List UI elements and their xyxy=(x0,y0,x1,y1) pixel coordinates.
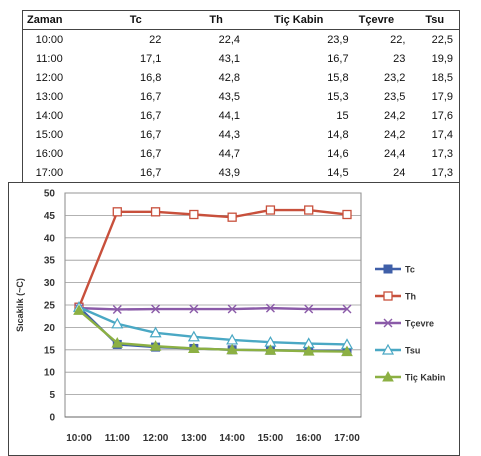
column-header-tsu: Tsu xyxy=(411,11,459,30)
table-cell-th: 44,1 xyxy=(218,109,241,122)
table-cell-th: 22,4 xyxy=(218,33,241,46)
column-header-tcevre: Tçevre xyxy=(355,11,412,30)
table-cell-tc: 22 xyxy=(149,33,162,46)
data-point-th xyxy=(343,211,351,219)
table-row xyxy=(23,106,459,125)
x-tick-label: 16:00 xyxy=(295,433,322,444)
y-tick-label: 50 xyxy=(43,188,55,200)
temperature-table xyxy=(23,11,459,182)
table-cell-tcevre: 24,2 xyxy=(383,128,406,141)
y-axis-title: Sıcaklık (~C) xyxy=(15,278,25,332)
x-tick-label: 13:00 xyxy=(181,433,207,444)
table-row xyxy=(23,144,459,163)
data-point-th xyxy=(190,211,198,219)
table-cell-tic-kabin: 14,5 xyxy=(327,166,349,179)
table-cell-tsu: 19,9 xyxy=(431,52,453,65)
legend-marker-th xyxy=(384,292,392,300)
y-tick-label: 20 xyxy=(43,322,55,334)
table-cell-zaman: 11:00 xyxy=(36,52,63,65)
legend-marker-tc xyxy=(384,265,392,273)
table-cell-th: 42,8 xyxy=(218,71,241,84)
y-tick-label: 35 xyxy=(43,255,55,267)
table-cell-tc: 16,8 xyxy=(139,71,162,84)
y-tick-label: 25 xyxy=(43,300,55,312)
temperature-table-container xyxy=(22,10,460,184)
y-tick-label: 30 xyxy=(43,278,55,290)
table-cell-tcevre: 23,2 xyxy=(383,71,406,84)
temperature-chart xyxy=(8,182,460,456)
chart-svg xyxy=(9,183,459,455)
data-point-th xyxy=(228,213,236,221)
table-cell-th: 43,5 xyxy=(218,90,241,103)
table-cell-zaman: 16:00 xyxy=(35,147,64,160)
table-cell-tcevre: 23,5 xyxy=(383,90,406,103)
table-body xyxy=(23,30,459,183)
legend-label-t-evre: Tçevre xyxy=(405,318,435,329)
table-row xyxy=(23,163,459,182)
table-cell-tic-kabin: 15,3 xyxy=(327,90,349,103)
data-point-th xyxy=(266,206,274,214)
table-cell-tsu: 18,5 xyxy=(431,71,453,84)
table-cell-th: 44,3 xyxy=(218,128,241,141)
x-tick-label: 10:00 xyxy=(66,433,92,444)
column-header-th: Th xyxy=(167,11,246,30)
table-cell-tcevre: 24,4 xyxy=(383,147,406,160)
table-cell-tsu: 17,3 xyxy=(431,166,453,179)
table-cell-tsu: 17,3 xyxy=(431,147,453,160)
table-cell-tc: 16,7 xyxy=(139,90,162,103)
column-header-tc: Tc xyxy=(80,11,168,30)
table-cell-zaman: 10:00 xyxy=(35,33,64,46)
table-cell-tsu: 17,9 xyxy=(431,90,453,103)
table-cell-tsu: 17,4 xyxy=(431,128,453,141)
x-tick-label: 14:00 xyxy=(219,433,245,444)
x-tick-label: 12:00 xyxy=(142,433,169,444)
table-cell-tc: 16,7 xyxy=(139,128,162,141)
y-tick-label: 40 xyxy=(43,233,55,245)
legend-label-th: Th xyxy=(405,291,416,302)
x-tick-label: 17:00 xyxy=(334,433,360,444)
table-cell-tc: 17,1 xyxy=(139,52,162,65)
table-cell-zaman: 13:00 xyxy=(35,90,64,103)
y-tick-label: 5 xyxy=(49,390,55,402)
table-header-row xyxy=(23,11,459,30)
table-cell-zaman: 15:00 xyxy=(35,128,64,141)
y-tick-label: 45 xyxy=(43,210,55,222)
table-cell-tic-kabin: 16,7 xyxy=(327,52,349,65)
table-cell-tcevre: 23 xyxy=(393,52,406,65)
table-cell-tcevre: 24 xyxy=(393,166,406,179)
table-cell-tic-kabin: 14,6 xyxy=(327,147,349,160)
table-cell-tsu: 17,6 xyxy=(431,109,453,122)
legend-label-tsu: Tsu xyxy=(405,345,421,356)
table-row xyxy=(23,49,459,68)
table-cell-th: 43,9 xyxy=(218,166,241,179)
table-cell-tc: 16,7 xyxy=(139,109,162,122)
table-row xyxy=(23,68,459,87)
table-cell-zaman: 17:00 xyxy=(35,166,64,179)
column-header-zaman: Zaman xyxy=(23,11,80,30)
table-cell-tic-kabin: 15 xyxy=(336,109,349,122)
table-cell-th: 44,7 xyxy=(218,147,241,160)
table-row xyxy=(23,125,459,144)
legend-label-tc: Tc xyxy=(405,264,415,275)
table-cell-zaman: 14:00 xyxy=(35,109,64,122)
table-cell-tc: 16,7 xyxy=(139,166,162,179)
column-header-tic-kabin: Tiç Kabin xyxy=(246,11,355,30)
x-tick-label: 15:00 xyxy=(257,433,284,444)
data-point-th xyxy=(152,208,160,216)
table-cell-tic-kabin: 14,8 xyxy=(327,128,349,141)
table-cell-zaman: 12:00 xyxy=(35,71,64,84)
table-cell-tsu: 22,5 xyxy=(431,33,453,46)
table-cell-tcevre: 24,2 xyxy=(383,109,406,122)
legend-label-ti-kabin: Tiç Kabin xyxy=(405,372,446,383)
y-tick-label: 10 xyxy=(43,367,55,379)
y-tick-label: 15 xyxy=(43,345,55,357)
table-cell-th: 43,1 xyxy=(218,52,241,65)
data-point-th xyxy=(113,208,121,216)
x-tick-label: 11:00 xyxy=(104,433,130,444)
table-row xyxy=(23,30,459,50)
table-row xyxy=(23,87,459,106)
table-cell-tic-kabin: 15,8 xyxy=(327,71,349,84)
table-cell-tc: 16,7 xyxy=(139,147,162,160)
table-cell-tcevre: 22, xyxy=(390,33,406,46)
data-point-th xyxy=(305,206,313,214)
table-cell-tic-kabin: 23,9 xyxy=(327,33,349,46)
y-tick-label: 0 xyxy=(49,412,55,424)
